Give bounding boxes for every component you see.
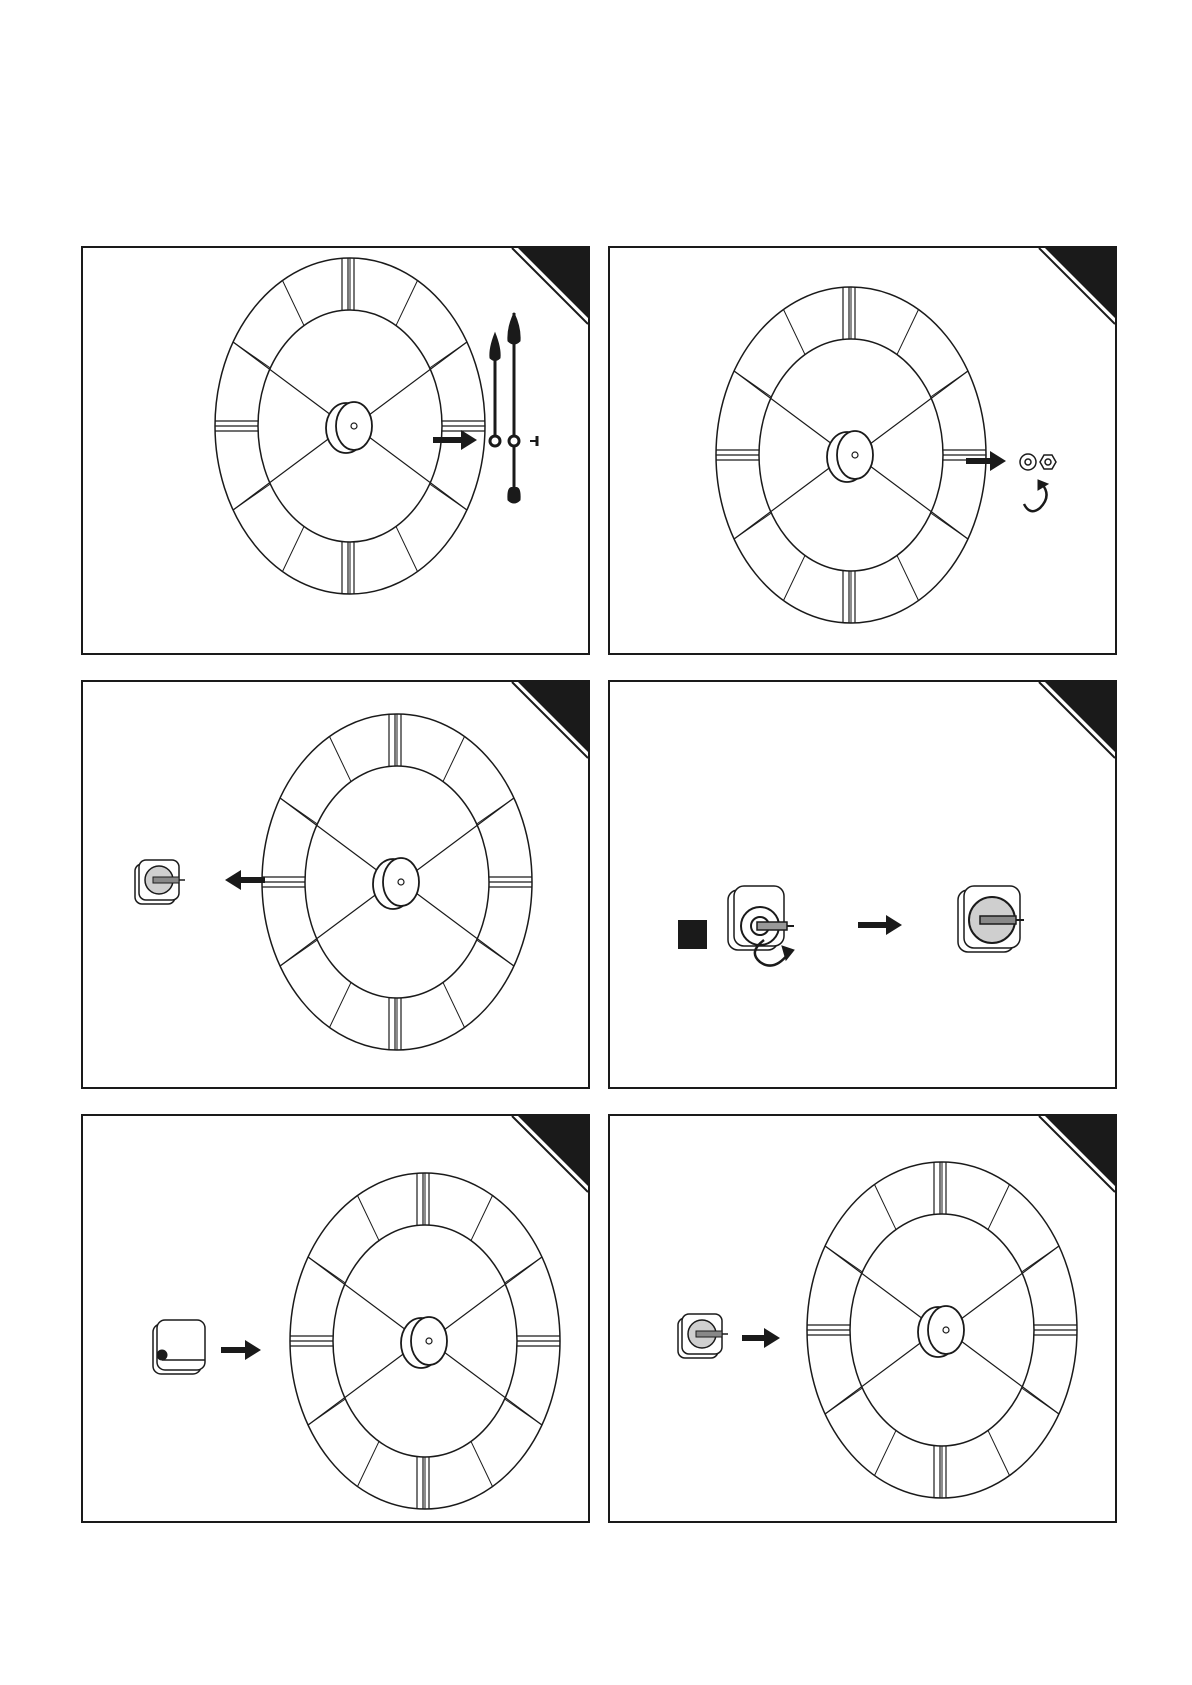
clock-face xyxy=(716,287,986,623)
clock-face xyxy=(807,1162,1077,1498)
nut-icon xyxy=(1040,455,1056,469)
clock-hands-icon xyxy=(490,313,520,503)
battery-movement-icon xyxy=(153,1320,205,1374)
clock-face xyxy=(215,258,485,594)
step-panel-6 xyxy=(608,1114,1117,1523)
clock-face-illustration xyxy=(610,248,1117,655)
clock-movement-icon xyxy=(135,860,185,904)
clock-face-illustration xyxy=(610,1116,1117,1523)
clock-face xyxy=(262,714,532,1050)
step-panel-5 xyxy=(81,1114,590,1523)
clock-movement-icon xyxy=(728,886,794,950)
clock-face-illustration xyxy=(83,1116,590,1523)
arrow-right-icon xyxy=(742,1328,780,1348)
clock-face-illustration xyxy=(83,248,590,655)
rotate-arrow-icon xyxy=(1024,480,1048,511)
arrow-right-icon xyxy=(221,1340,261,1360)
step-illustration xyxy=(610,682,1117,1089)
clock-movement-icon xyxy=(678,1314,728,1358)
clock-face-illustration xyxy=(83,682,590,1089)
arrow-right-icon xyxy=(858,915,902,935)
screw-icon xyxy=(530,436,537,446)
arrow-left-icon xyxy=(225,870,265,890)
step-panel-3 xyxy=(81,680,590,1089)
clock-face xyxy=(290,1173,560,1509)
clock-movement-icon xyxy=(958,886,1024,952)
step-panel-2 xyxy=(608,246,1117,655)
step-panel-4 xyxy=(608,680,1117,1089)
washer-icon xyxy=(1020,454,1036,470)
black-square-icon xyxy=(678,920,707,949)
arrow-right-icon xyxy=(433,430,477,450)
step-panel-1 xyxy=(81,246,590,655)
